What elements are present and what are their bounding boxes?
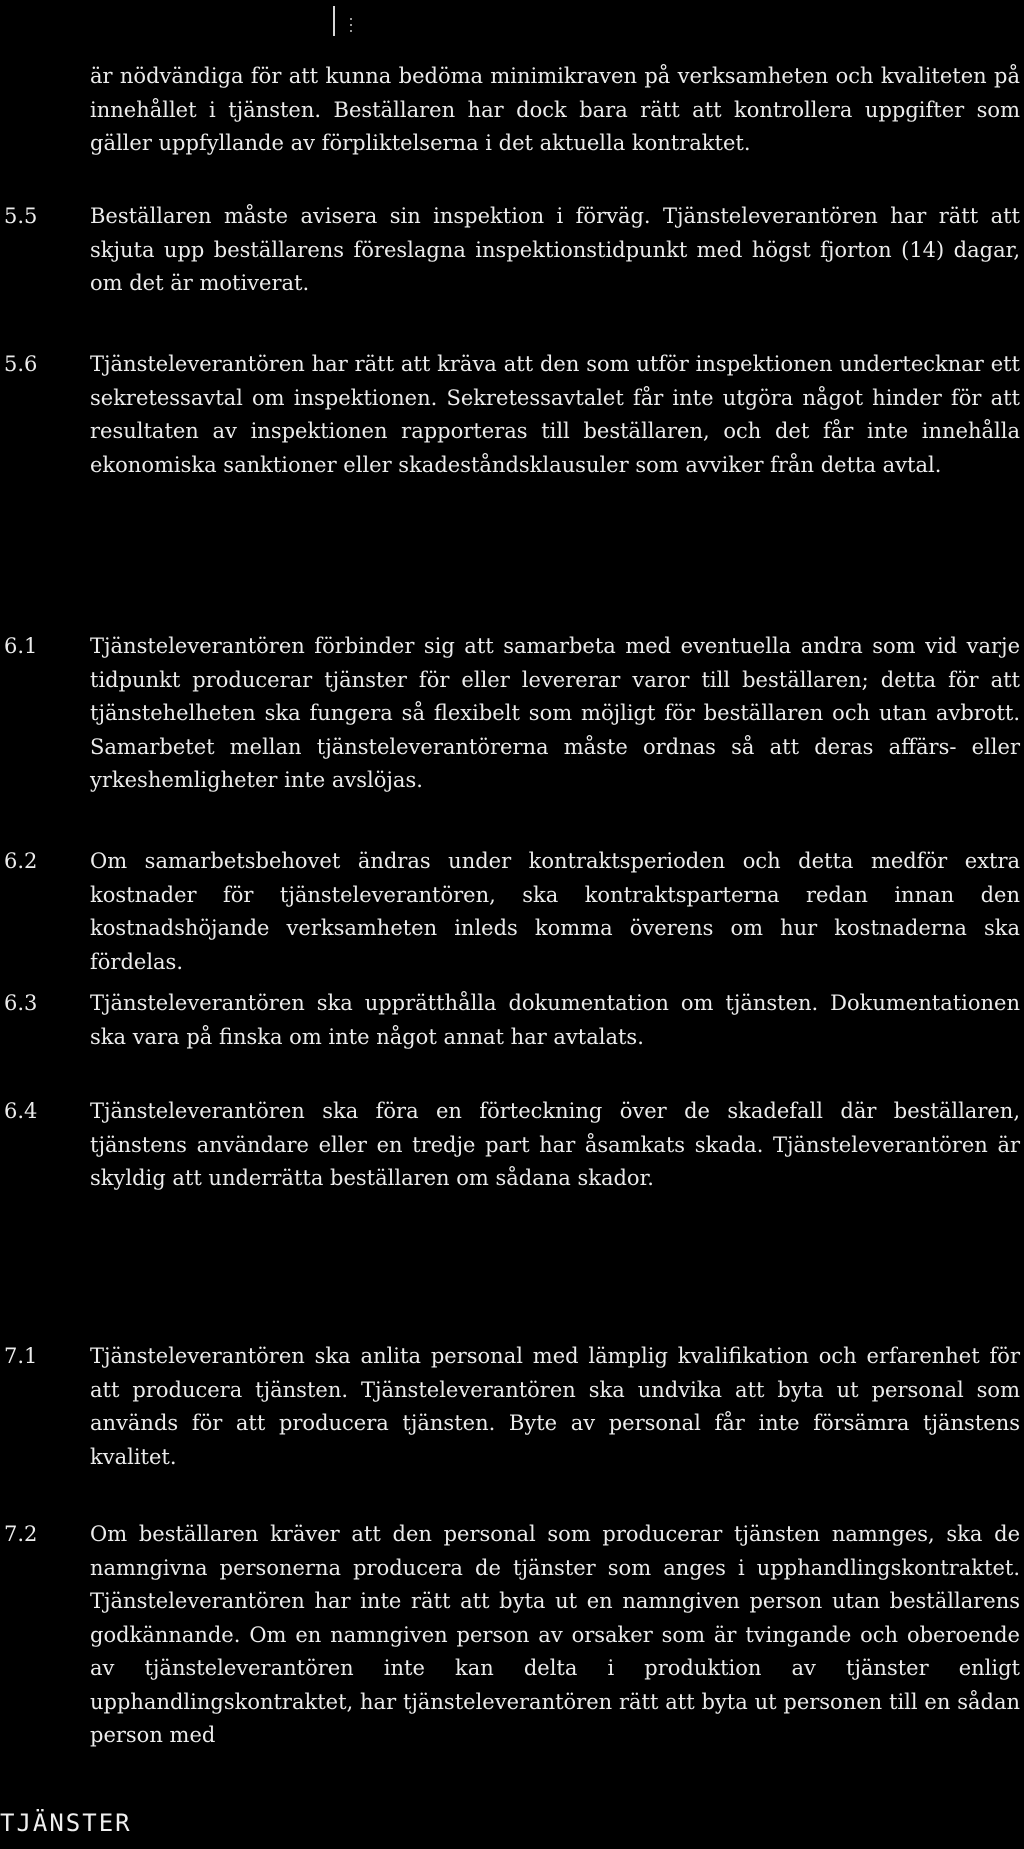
clause-text: Beställaren måste avisera sin inspektion i förväg. Tjänsteleverantören har rätt att skjuta upp beställarens föreslagna inspektionstidpunkt med högst fjorton (14) dagar, om det är motiverat. [90, 204, 1020, 295]
clause-text: Tjänsteleverantören förbinder sig att samarbeta med eventuella andra som vid varje tidpunkt producerar tjänster för eller levererar varor till beställaren; detta för att tjänstehelheten ska fungera så flexibelt som möjligt för beställaren och utan avbrott. Samarbetet mellan tjänsteleverantörerna måste ordnas så att deras affärs- eller yrkeshemligheter inte avslöjas. [90, 634, 1020, 792]
scan-mark-dots [350, 18, 352, 36]
clause-number: 5.5 [4, 204, 38, 228]
scan-mark [333, 6, 335, 36]
clause-number: 7.1 [4, 1344, 38, 1368]
clause-number: 6.3 [4, 991, 38, 1015]
continuation-paragraph: är nödvändiga för att kunna bedöma minimikraven på verksamheten och kvaliteten på innehållet i tjänsten. Beställaren har dock bara rätt att kontrollera uppgifter som gäller uppfyllande av förpliktelserna i det aktuella kontraktet. [90, 64, 1020, 155]
clause-number: 6.1 [4, 634, 38, 658]
clause-text: Tjänsteleverantören ska anlita personal med lämplig kvalifikation och erfarenhet för att producera tjänsten. Tjänsteleverantören ska undvika att byta ut personal som används för att producera tjänsten. Byte av personal får inte försämra tjänstens kvalitet. [90, 1344, 1020, 1469]
clause-number: 7.2 [4, 1522, 38, 1546]
clause-text: Om samarbetsbehovet ändras under kontraktsperioden och detta medför extra kostnader för tjänsteleverantören, ska kontraktsparterna redan innan den kostnadshöjande verksamheten inleds komma överens om hur kostnaderna ska fördelas. [90, 849, 1020, 974]
footer-section-label: TJÄNSTER [0, 1809, 132, 1837]
clause-number: 6.4 [4, 1099, 38, 1123]
clause-text: Tjänsteleverantören ska föra en förteckning över de skadefall där beställaren, tjänstens användare eller en tredje part har åsamkats skada. Tjänsteleverantören är skyldig att underrätta beställaren om sådana skador. [90, 1099, 1020, 1190]
clause-number: 5.6 [4, 352, 38, 376]
clause-text: Om beställaren kräver att den personal som producerar tjänsten namnges, ska de namngivna personerna producera de tjänster som anges i upphandlingskontraktet. Tjänsteleverantören har inte rätt att byta ut en namngiven person utan beställarens godkännande. Om en namngiven person av orsaker som är tvingande och oberoende av tjänsteleverantören inte kan delta i produktion av tjänster enligt upphandlingskontraktet, har tjänsteleverantören rätt att byta ut personen till en sådan person med [90, 1522, 1020, 1747]
clause-text: Tjänsteleverantören ska upprätthålla dokumentation om tjänsten. Dokumentationen ska vara på finska om inte något annat har avtalats. [90, 991, 1020, 1049]
clause-number: 6.2 [4, 849, 38, 873]
clause-text: Tjänsteleverantören har rätt att kräva att den som utför inspektionen undertecknar ett sekretessavtal om inspektionen. Sekretessavtalet får inte utgöra något hinder för att resultaten av inspektionen rapporteras till beställaren, och det får inte innehålla ekonomiska sanktioner eller skadeståndsklausuler som avviker från detta avtal. [90, 352, 1020, 477]
